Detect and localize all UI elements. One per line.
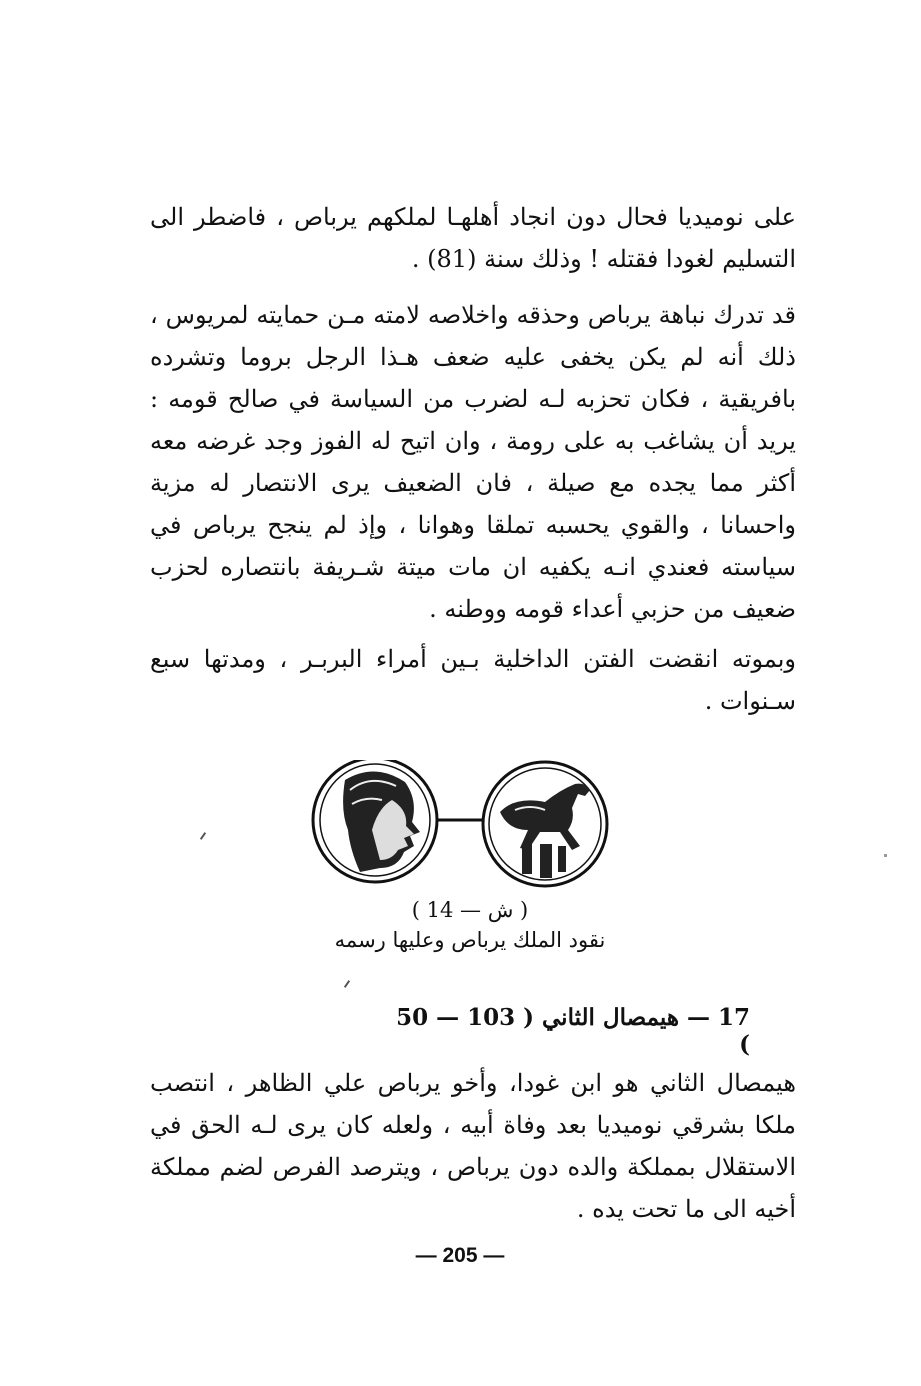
paragraph-4: هيمصال الثاني هو ابن غودا، وأخو يرباص علي الظاهر ، انتصب ملكا بشرقي نوميديا بعد وفاة أبيه ، ولعله كان يرى لـه الحق في الاستقلال بمملكة والده دون يرباص ، ويترصد الفرص لضم مملكة أخيه الى ما تحت يده . xyxy=(150,1069,796,1223)
scan-speck xyxy=(884,854,887,857)
coin-portrait xyxy=(313,760,437,882)
coin-horse xyxy=(483,762,607,886)
scan-speck xyxy=(344,980,350,988)
coins-illustration xyxy=(0,760,921,900)
paragraph-1: على نوميديا فحال دون انجاد أهلهـا لملكهم يرباص ، فاضطر الى التسليم لغودا فقتله ! وذلك سنة (81) . xyxy=(150,203,796,273)
section-heading: 17 — هيمصال الثاني ( 103 — 50 ) xyxy=(396,1004,750,1058)
figure-caption: نقود الملك يرباص وعليها رسمه xyxy=(334,928,606,952)
page-number: — 205 — xyxy=(415,1244,505,1267)
paragraph-2: قد تدرك نباهة يرباص وحذقه واخلاصه لامته مـن حمايته لمريوس ، ذلك أنه لم يكن يخفى عليه ضعف هـذا الرجل بروما وتشرده بافريقية ، فكان تحزبه لـه لضرب من السياسة في صالح قومه : يريد أن يشاغب به على رومة ، وان اتيح له الفوز وجد غرضه معه أكثر مما يجده مع صيلة ، فان الضعيف يرى الانتصار له مزية واحسانا ، والقوي يحسبه تملقا وهوانا ، وإذ لم ينجح يرباص في سياسته فعندي انـه يكفيه ان مات ميتة شـريفة بانتصاره لحزب ضعيف من حزبي أعداء قومه ووطنه . xyxy=(150,301,797,623)
figure-number: ( ش — 14 ) xyxy=(411,898,529,922)
paragraph-3: وبموته انقضت الفتن الداخلية بـين أمراء البربـر ، ومدتها سبع سـنوات . xyxy=(150,645,796,715)
